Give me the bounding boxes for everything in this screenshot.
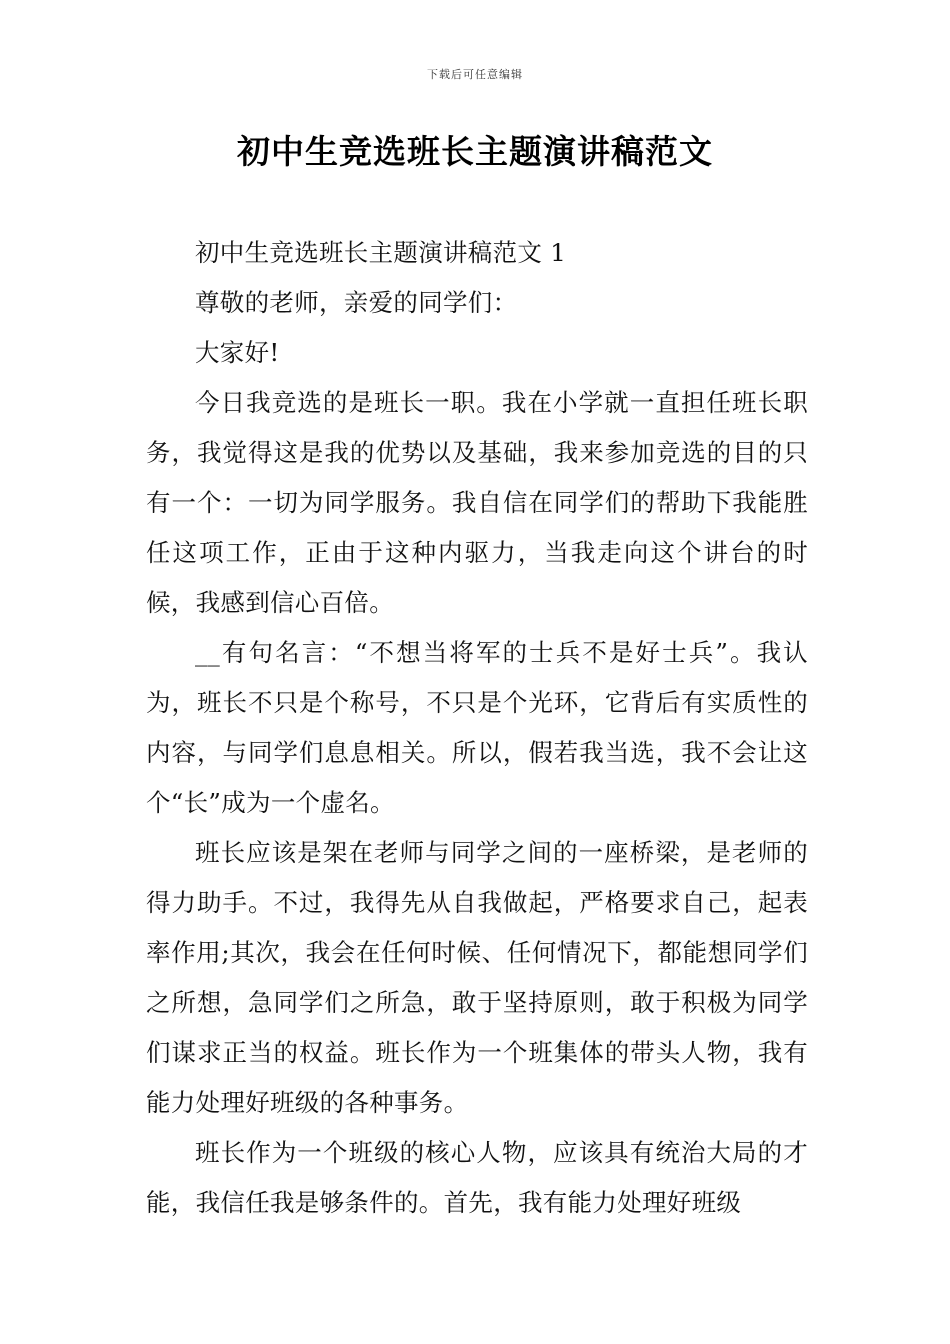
body-paragraph: 今日我竞选的是班长一职。我在小学就一直担任班长职务，我觉得这是我的优势以及基础，我来参加竞选的目的只有一个：一切为同学服务。我自信在同学们的帮助下我能胜任这项工作，正由于这种内驱力，当我走向这个讲台的时候，我感到信心百倍。 bbox=[146, 388, 808, 617]
body-paragraph: 班长作为一个班级的核心人物，应该具有统治大局的才能，我信任我是够条件的。首先，我有能力处理好班级 bbox=[146, 1138, 808, 1217]
section-heading: 初中生竞选班长主题演讲稿范文 1 bbox=[195, 238, 567, 267]
document-title: 初中生竞选班长主题演讲稿范文 bbox=[237, 132, 713, 171]
header-note: 下载后可任意编辑 bbox=[427, 68, 523, 81]
body-paragraph: 班长应该是架在老师与同学之间的一座桥梁，是老师的得力助手。不过，我得先从自我做起，严格要求自己，起表率作用;其次，我会在任何时候、任何情况下，都能想同学们之所想，急同学们之所急，敢于坚持原则，敢于积极为同学们谋求正当的权益。班长作为一个班集体的带头人物，我有能力处理好班级的各种事务。 bbox=[146, 838, 808, 1117]
document-body bbox=[146, 228, 808, 1228]
greeting: 大家好! bbox=[195, 338, 280, 367]
body-paragraph: __有句名言：“不想当将军的士兵不是好士兵”。我认为，班长不只是个称号，不只是个光环，它背后有实质性的内容，与同学们息息相关。所以，假若我当选，我不会让这个“长”成为一个虚名。 bbox=[146, 638, 808, 817]
salutation: 尊敬的老师，亲爱的同学们： bbox=[195, 288, 518, 317]
